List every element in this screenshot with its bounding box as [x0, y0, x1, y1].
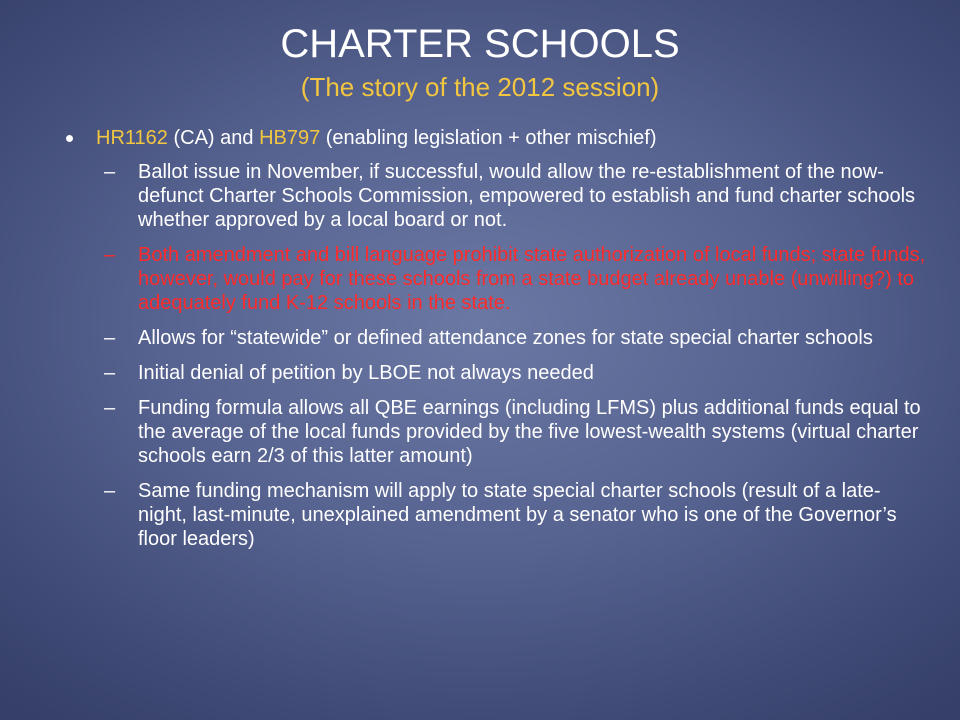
bill-hr1162: HR1162 [96, 127, 168, 149]
sub-bullet-text: Both amendment and bill language prohibit state authorization of local funds; state funds, however, would pay for these schools from a state budget already unable (unwilling?) to adequately fund K-12 schools in the state. [138, 244, 926, 314]
dash-marker: – [104, 397, 116, 419]
bullet-text-rest: (enabling legislation + other mischief) [320, 127, 657, 149]
sub-bullet-text: Allows for “statewide” or defined attendance zones for state special charter schools [138, 327, 873, 349]
bullet-dot-icon [66, 135, 73, 142]
sub-bullet [104, 160, 926, 232]
slide-body [66, 126, 926, 562]
dash-marker: – [104, 161, 116, 183]
main-bullet [66, 126, 926, 150]
bill-hb797: HB797 [259, 127, 321, 149]
sub-bullet-text: Ballot issue in November, if successful, would allow the re-establishment of the now-defunct Charter Schools Commission, empowered to establish and fund charter schools whether approved by a local board or not. [138, 161, 916, 231]
sub-bullet [104, 479, 926, 551]
sub-bullet-text: Initial denial of petition by LBOE not always needed [138, 362, 594, 384]
dash-marker: – [104, 244, 116, 266]
bullet-text-mid: (CA) and [167, 127, 260, 149]
dash-marker: – [104, 362, 116, 384]
slide-subtitle: (The story of the 2012 session) [300, 72, 660, 102]
slide-title-block [0, 20, 960, 104]
dash-marker: – [104, 327, 116, 349]
sub-bullet [104, 361, 926, 385]
sub-bullet [104, 326, 926, 350]
sub-bullet [104, 396, 926, 468]
sub-bullet-text: Funding formula allows all QBE earnings (including LFMS) plus additional funds equal to the average of the local funds provided by the five lowest-wealth systems (virtual charter schools earn 2/3 of this latter amount) [138, 397, 921, 467]
slide-title: CHARTER SCHOOLS [280, 22, 680, 66]
dash-marker: – [104, 480, 116, 502]
sub-bullet-text: Same funding mechanism will apply to state special charter schools (result of a late-night, last-minute, unexplained amendment by a senator who is one of the Governor’s floor leaders) [138, 480, 897, 550]
sub-bullet-list [104, 160, 926, 551]
sub-bullet-emphasis [104, 243, 926, 315]
